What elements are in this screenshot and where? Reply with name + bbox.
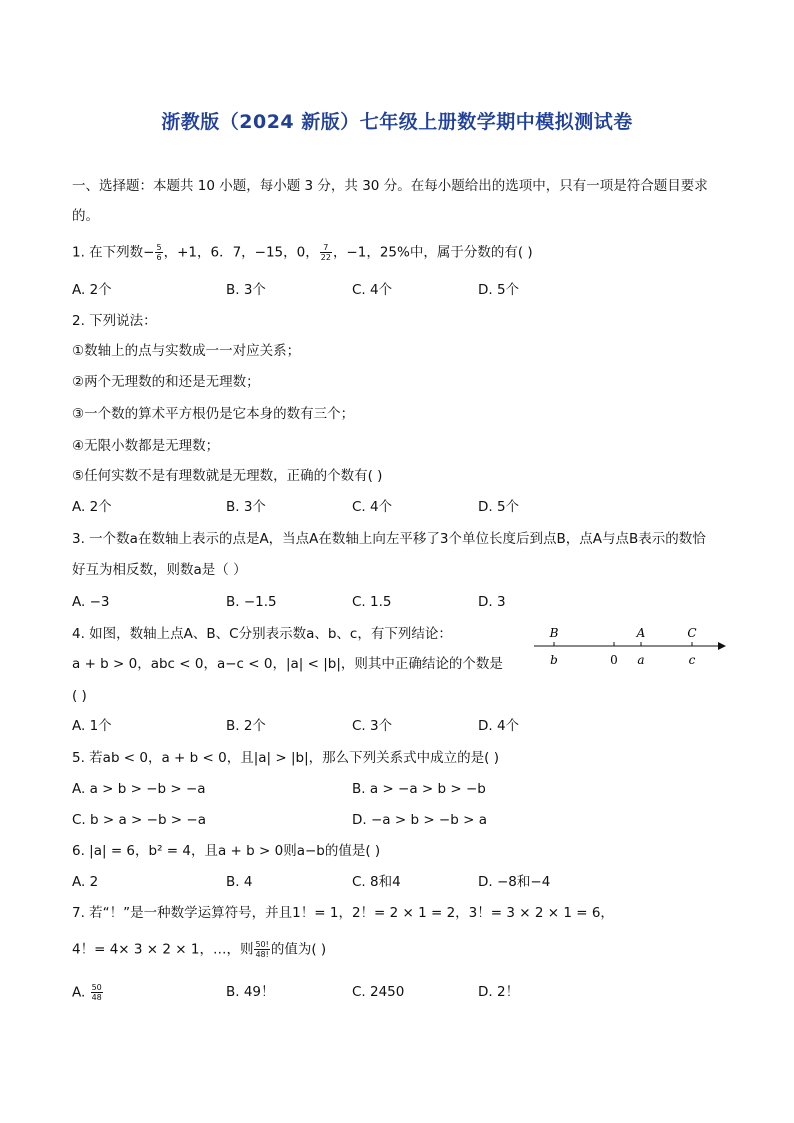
q5-option-d[interactable]: D. −a > b > −b > a (352, 812, 487, 828)
q1-mid: ，+1，6．7，−15，0， (163, 244, 319, 261)
q2-option-b[interactable]: B. 3个 (226, 499, 266, 515)
question-4-conclusions: a + b > 0，abc < 0，a−c < 0，|a| < |b|，则其中正确结论的个数是 (72, 656, 503, 672)
page-title: 浙教版（2024 新版）七年级上册数学期中模拟测试卷 (161, 111, 633, 133)
q7-prefix: 4！= 4× 3 × 2 × 1，…，则 (72, 941, 254, 958)
q3-option-b[interactable]: B. −1.5 (226, 594, 277, 610)
question-5: 5. 若ab < 0，a + b < 0，且|a| > |b|，那么下列关系式中成立的是( ) (72, 750, 499, 766)
frac-den: 6 (156, 253, 162, 262)
q2-option-c[interactable]: C. 4个 (352, 499, 393, 515)
fraction-50-48-factorial (254, 940, 269, 959)
question-7: 7. 若“！”是一种数学运算符号，并且1！= 1，2！= 2 × 1 = 2，3！= 3 × 2 × 1 = 6， (72, 905, 614, 921)
label-point-C: C (687, 626, 697, 640)
q1-option-a[interactable]: A. 2个 (72, 282, 112, 298)
frac-den: 22 (320, 253, 331, 262)
q2-option-a[interactable]: A. 2个 (72, 499, 112, 515)
q2-statement-4: ④无限小数都是无理数； (72, 438, 220, 454)
q1-prefix: 1. 在下列数− (72, 244, 155, 261)
fraction-5-6 (155, 243, 162, 262)
q1-option-d[interactable]: D. 5个 (478, 282, 520, 298)
q3-option-c[interactable]: C. 1.5 (352, 594, 392, 610)
frac-den: 48 (91, 993, 102, 1002)
q1-option-b[interactable]: B. 3个 (226, 282, 266, 298)
q6-option-d[interactable]: D. −8和−4 (478, 874, 551, 890)
q4-option-a[interactable]: A. 1个 (72, 718, 112, 734)
label-point-B: B (549, 626, 559, 640)
frac-num: 7 (320, 243, 332, 253)
q3-option-d[interactable]: D. 3 (478, 594, 506, 610)
question-4: 4. 如图，数轴上点A、B、C分别表示数a、b、c，有下列结论： (72, 626, 452, 642)
q4-option-d[interactable]: D. 4个 (478, 718, 520, 734)
section-instructions-cont: 的。 (72, 208, 99, 224)
question-3: 3. 一个数a在数轴上表示的点是A，当点A在数轴上向左平移了3个单位长度后到点B，点A与点B表示的数恰 (72, 531, 706, 547)
q2-statement-1: ①数轴上的点与实数成一一对应关系； (72, 343, 301, 359)
q4-option-b[interactable]: B. 2个 (226, 718, 266, 734)
q7-option-d[interactable]: D. 2！ (478, 984, 520, 1000)
q2-statement-5: ⑤任何实数不是有理数就是无理数，正确的个数有( ) (72, 468, 383, 484)
section-instructions: 一、选择题：本题共 10 小题，每小题 3 分，共 30 分。在每小题给出的选项中，只有一项是符合题目要求 (72, 178, 708, 194)
q1-option-c[interactable]: C. 4个 (352, 282, 393, 298)
label-point-A: A (636, 626, 646, 640)
q3-option-a[interactable]: A. −3 (72, 594, 110, 610)
label-origin: 0 (610, 653, 618, 667)
q6-option-b[interactable]: B. 4 (226, 874, 253, 890)
q6-option-a[interactable]: A. 2 (72, 874, 99, 890)
q5-option-c[interactable]: C. b > a > −b > −a (72, 812, 206, 828)
q1-suffix: ，−1，25%中，属于分数的有( ) (332, 244, 533, 261)
q5-option-b[interactable]: B. a > −a > b > −b (352, 781, 486, 797)
fraction-7-22 (320, 243, 332, 262)
label-value-a: a (637, 653, 645, 667)
q6-option-c[interactable]: C. 8和4 (352, 874, 401, 890)
label-value-c: c (688, 653, 696, 667)
frac-num: 5 (156, 243, 162, 252)
question-3-cont: 好互为相反数，则数a是（ ） (72, 562, 247, 578)
q5-option-a[interactable]: A. a > b > −b > −a (72, 781, 206, 797)
fraction-50-48 (91, 983, 103, 1002)
question-2: 2. 下列说法： (72, 313, 157, 329)
question-6: 6. |a| = 6，b² = 4，且a + b > 0则a−b的值是( ) (72, 843, 381, 859)
q7-option-a[interactable] (72, 983, 104, 1002)
arrow-right-icon (718, 642, 726, 650)
q7-suffix: 的值为( ) (270, 941, 327, 958)
q2-statement-3: ③一个数的算术平方根仍是它本身的数有三个； (72, 406, 355, 422)
question-7-cont (72, 940, 326, 959)
option-a-label: A. (72, 984, 90, 1001)
number-line-figure (530, 622, 730, 672)
q7-option-c[interactable]: C. 2450 (352, 984, 405, 1000)
q2-option-d[interactable]: D. 5个 (478, 499, 520, 515)
q4-option-c[interactable]: C. 3个 (352, 718, 393, 734)
frac-den: 48! (255, 950, 269, 959)
frac-num: 50! (255, 940, 269, 949)
frac-num: 50 (91, 983, 102, 992)
label-value-b: b (550, 653, 558, 667)
q7-option-b[interactable]: B. 49！ (226, 984, 275, 1000)
question-1 (72, 243, 533, 262)
q2-statement-2: ②两个无理数的和还是无理数； (72, 374, 260, 390)
question-4-blank: ( ) (72, 688, 87, 704)
